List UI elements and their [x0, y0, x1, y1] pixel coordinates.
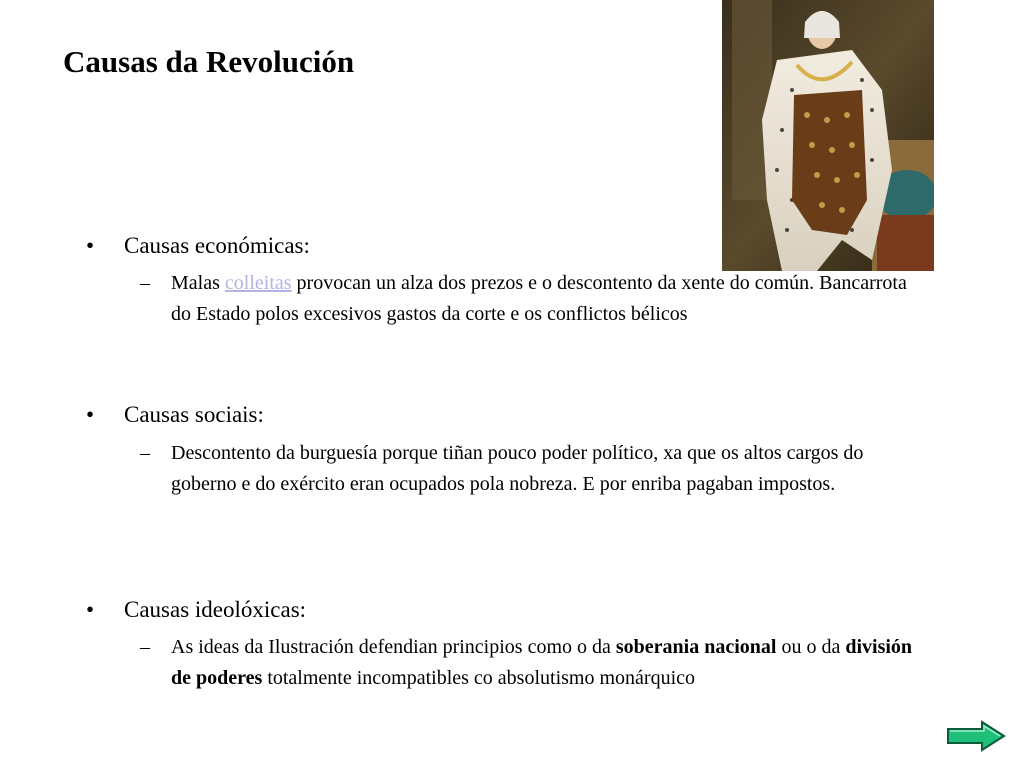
section-heading: Causas sociais:: [124, 402, 264, 427]
section-heading: Causas económicas:: [124, 233, 310, 258]
sub-item-text: Descontento da burguesía porque tiñan pouco poder político, xa que os altos cargos do goberno e do exército eran ocupados pola nobreza. E por enriba pagaban impostos.: [171, 442, 864, 495]
royal-portrait-image: [722, 0, 934, 271]
dash-icon: –: [140, 636, 150, 658]
right-arrow-icon: [946, 720, 1006, 752]
page-title: Causas da Revolución: [63, 44, 355, 79]
dash-icon: –: [140, 442, 150, 464]
bullet-icon: •: [86, 402, 95, 427]
bullet-icon: •: [86, 233, 95, 258]
sub-item-text: Malas colleitas provocan un alza dos prezos e o descontento da xente do común. Bancarrota do Estado polos excesivos gastos da corte e os conflictos bélicos: [171, 272, 907, 325]
colleitas-link[interactable]: colleitas: [224, 272, 292, 294]
dash-icon: –: [140, 272, 150, 294]
next-slide-button[interactable]: [946, 720, 1006, 752]
bullet-icon: •: [86, 597, 95, 622]
section-heading: Causas ideolóxicas:: [124, 597, 307, 622]
sub-item-text: As ideas da Ilustración defendian principios como o da soberania nacional ou o da división de poderes totalmente incompatibles co absolutismo monárquico: [171, 636, 913, 689]
